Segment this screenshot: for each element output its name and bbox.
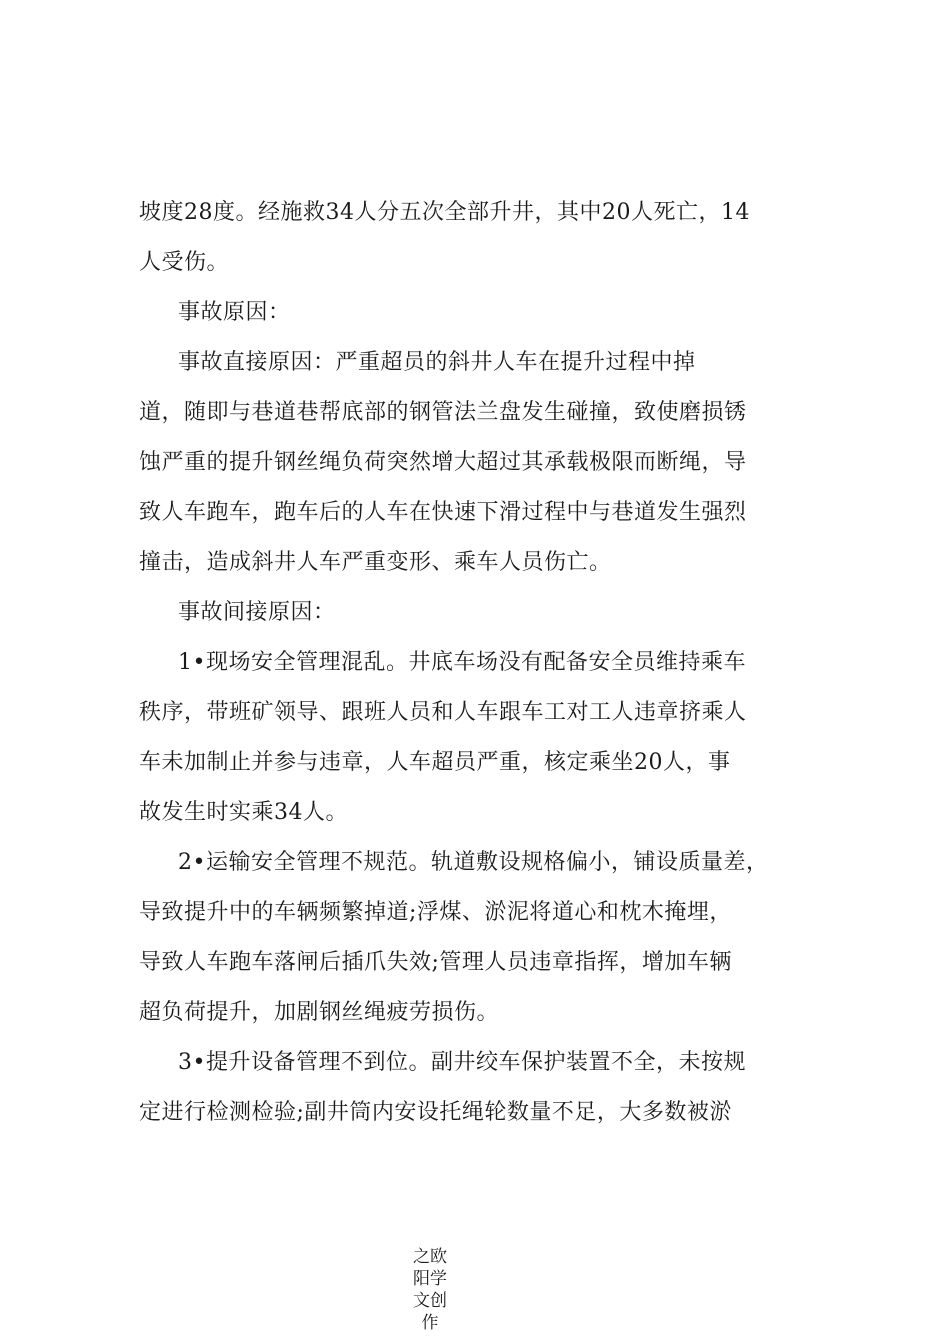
section-heading: 事故原因：	[178, 300, 291, 325]
list-item-2: 2•运输安全管理不规范。轨道敷设规格偏小，铺设质量差，	[178, 850, 769, 875]
list-item-1: 1•现场安全管理混乱。井底车场没有配备安全员维持乘车	[178, 650, 746, 675]
text-line: 导致提升中的车辆频繁掉道;浮煤、淤泥将道心和枕木掩埋，	[139, 900, 732, 925]
text-line: 秩序，带班矿领导、跟班人员和人车跟车工对工人违章挤乘人	[139, 700, 747, 725]
text-line: 故发生时实乘34人。	[139, 800, 348, 825]
text-line: 蚀严重的提升钢丝绳负荷突然增大超过其承载极限而断绳，导	[139, 450, 747, 475]
text-line: 导致人车跑车落闸后插爪失效;管理人员违章指挥，增加车辆	[139, 950, 732, 975]
text-line: 超负荷提升，加剧钢丝绳疲劳损伤。	[139, 1000, 500, 1025]
text-line: 车未加制止并参与违章，人车超员严重，核定乘坐20人，事	[139, 750, 731, 775]
text-line: 人受伤。	[139, 250, 230, 275]
text-line: 撞击，造成斜井人车严重变形、乘车人员伤亡。	[139, 550, 612, 575]
section-heading: 事故间接原因：	[178, 600, 336, 625]
text-line: 致人车跑车，跑车后的人车在快速下滑过程中与巷道发生强烈	[139, 500, 747, 525]
text-line: 坡度28度。经施救34人分五次全部升井，其中20人死亡，14	[139, 200, 750, 225]
page-footer: 之欧阳学文创作	[413, 1247, 447, 1333]
text-line: 定进行检测检验;副井筒内安设托绳轮数量不足，大多数被淤	[139, 1100, 732, 1125]
text-line: 道，随即与巷道巷帮底部的钢管法兰盘发生碰撞，致使磨损锈	[139, 400, 747, 425]
paragraph-start: 事故直接原因：严重超员的斜井人车在提升过程中掉	[178, 350, 696, 375]
list-item-3: 3•提升设备管理不到位。副井绞车保护装置不全，未按规	[178, 1050, 746, 1075]
